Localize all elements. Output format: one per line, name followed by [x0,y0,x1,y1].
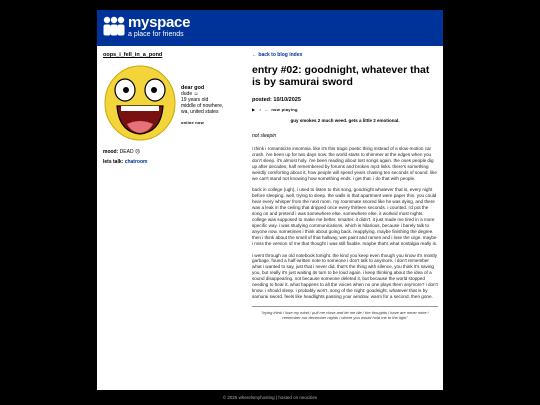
mood-value: DEAD [119,149,134,155]
myspace-people-icon [102,16,126,38]
mood-face-icon: ☹ [134,149,141,155]
avatar[interactable] [103,62,177,147]
song-lyric-quote: "trying think / lose my mind / pull me close and let me die / the thoughts i have are never mine / remember our december nights / where you would hold me to the light" [252,306,438,320]
logo-wordmark[interactable]: myspace [128,14,191,31]
page-container [97,10,443,390]
mood-row [103,149,140,155]
profile-display-name: dear god [181,85,205,91]
entry-paragraph: i think i romanticize insomnia. like it's this tragic poetic thing instead of a slow-motion car crash. i've been up for two days now. the world starts to shimmer at the edges when you don't sleep. it's almost holy. i've been reading about lost songs again. the ones people dig up after decades, half remembered by forums and broken mp3 links. there's something weirdly comforting about it, how people will spend years chasing ten seconds of sound. like we can't stand not knowing how something ends. i get that. i do that with people. [252,146,437,181]
lets-talk-row [103,159,147,165]
profile-age: 19 years old [181,97,209,103]
music-player [252,107,438,112]
profile-line1-text: dude [181,91,193,97]
logo-tagline: a place for friends [128,31,184,38]
entry-body [252,146,438,300]
entry-caption: guy smokes 2 much weed. gets a little 2 emotional. [290,118,400,123]
entry-paragraph: back in college (ugh), i used to listen to this song, goodnight whatever that is, every night before sleeping. well, trying to sleep. the walls in that apartment were paper thin. you could hear every whisper from the next room. my roommate snored like he was dying, and there was a leak in the ceiling that dripped once every thirteen seconds. i counted. i'd put the song on and pretend i was somewhere else. somewhere else. it worked most nights. college was supposed to make me better. smarter. it didn't. it just made me tired in a more specific way. i was studying communications, which is hilarious, because i barely talk to anyone now. sometimes i think about going back. reapplying. maybe finishing the degree. then i think about the smell of that hallway, wet paint and ramen and i lose the urge. maybe i miss the version of me that thought i was still fixable. maybe that's what nostalgia really is. [252,187,438,246]
chatroom-link[interactable]: chatroom [124,159,148,165]
mood-label: mood: [103,149,119,155]
smiley-icon: ☺ [193,91,199,97]
posted-date: posted: 10/10/2025 [252,97,301,103]
profile-username[interactable]: oops_i_fell_in_a_pond [103,52,163,58]
profile-location-2: wa, united states [181,109,219,115]
now-playing-label: now playing [271,107,298,112]
play-icon[interactable]: ▶ [252,107,256,112]
smiley-face-avatar-icon [103,62,177,142]
lets-talk-label: lets talk: [103,159,124,165]
profile-location-1: middle of nowhere, [181,103,224,109]
now-playing-dash: – [265,107,268,112]
back-to-blog-index-link[interactable]: ← back to blog index [252,52,303,58]
music-note-icon: ♪ [259,107,262,112]
profile-info [181,85,241,126]
header-bar [97,10,443,46]
blog-entry-column [252,52,438,320]
footer: © 2025 wherelsmyhosting | hosted on neocities [222,395,318,400]
entry-subtitle: not sleepin [252,133,277,139]
online-now-badge: online now [181,120,204,125]
entry-title: entry #02: goodnight, whatever that is by samurai sword [252,64,430,88]
profile-column [103,52,243,165]
entry-paragraph: i went through an old notebook tonight. the kind you keep even though you know it's mostly garbage. found a half-written note to someone i don't talk to anymore. i don't remember what i wanted to say, just that i never did. that's the thing with silence, you think it's saving you, but really it's just waiting its turn to be loud again. i keep thinking about the idea of a sound disappearing. not because someone deleted it, but because the world stopped needing to hear it. what happens to all the voices when no one plays them anymore? i don't know. i should sleep. i probably won't. song of the night: goodnight, whatever that is by samurai sword. feels like headlights passing your window. warm for a second, then gone. [252,252,438,299]
